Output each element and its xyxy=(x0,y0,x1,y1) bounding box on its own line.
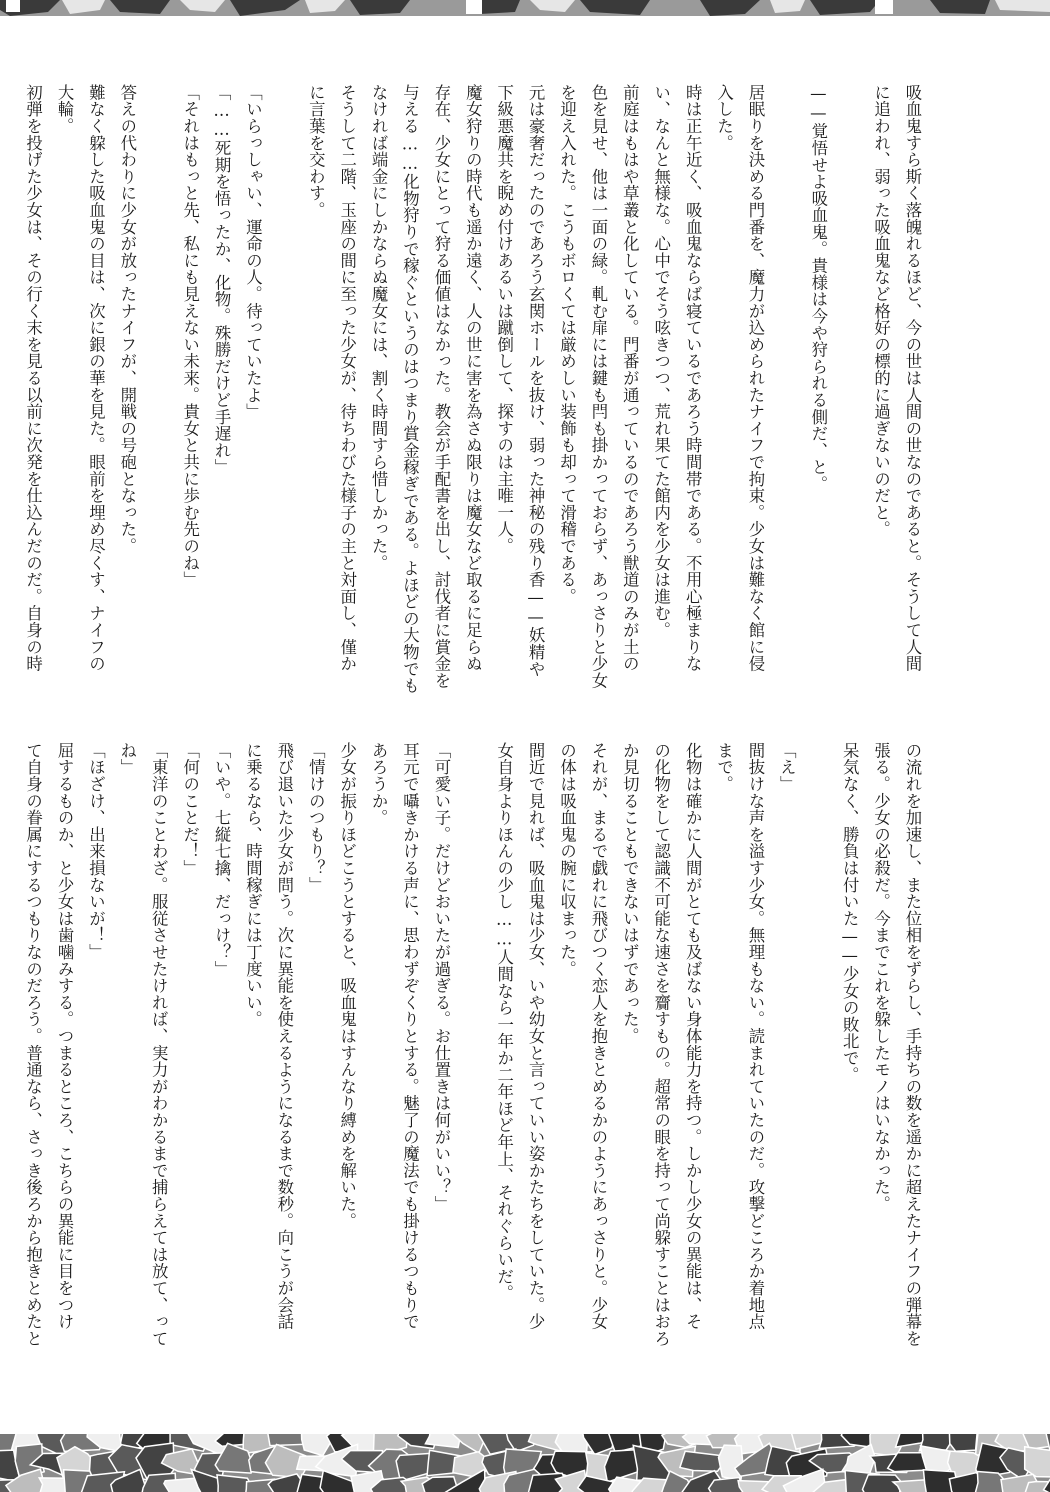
text-line: 飛び退いた少女が問う。次に異能を使えるようになるまで数秒。向こうが会話 xyxy=(274,742,294,1330)
top-mosaic-border xyxy=(0,0,1050,16)
text-line: 与える……化物狩りで稼ぐというのはつまり賞金稼ぎである。よほどの大物でも xyxy=(400,84,420,694)
text-line: ——覚悟せよ吸血鬼。貴様は今や狩られる側だ、と。 xyxy=(808,84,828,493)
text-line: 色を見せ、他は一面の緑。軋む扉には鍵も閂も掛かっておらず、あっさりと少女 xyxy=(588,84,608,689)
text-line: 前庭はもはや草叢と化している。門番が通っているのであろう獣道のみが土の xyxy=(620,84,640,672)
lower-text-block xyxy=(17,742,928,1402)
text-line: 間抜けな声を溢す少女。無理もない。読まれていたのだ。攻撃どころか着地点 xyxy=(745,742,765,1330)
text-line: 屈するものか、と少女は歯噛みする。つまるところ、こちらの異能に目をつけ xyxy=(55,742,75,1330)
text-line: を迎え入れた。こうもボロくては厳めしい装飾も却って滑稽である。 xyxy=(557,84,577,605)
text-line: 「いらっしゃい、運命の人。待っていたよ」 xyxy=(243,84,263,420)
text-line: あろうか。 xyxy=(369,742,389,826)
upper-text-block xyxy=(17,84,928,734)
text-line: 化物は確かに人間がとても及ばない身体能力を持つ。しかし少女の異能は、そ xyxy=(683,742,703,1330)
text-line: 元は豪奢だったのであろう玄関ホールを抜け、弱った神秘の残り香——妖精や xyxy=(526,84,546,678)
text-line: 「いや。七縦七擒、だっけ？」 xyxy=(212,742,232,978)
text-line: まで。 xyxy=(714,742,734,793)
text-line: に追われ、弱った吸血鬼など格好の標的に過ぎないのだと。 xyxy=(871,84,891,538)
text-line xyxy=(457,742,488,1402)
text-line: 入した。 xyxy=(714,84,734,152)
text-line: それが、まるで戯れに飛びつく恋人を抱きとめるかのようにあっさりと。少女 xyxy=(588,742,608,1330)
text-line xyxy=(834,84,865,734)
text-line: 吸血鬼すら斯く落魄れるほど、今の世は人間の世なのであると。そうして人間 xyxy=(903,84,922,672)
text-line: 間近で見れば、吸血鬼は少女、いや幼女と言っていい姿かたちをしていた。少 xyxy=(526,742,546,1330)
text-line: に乗るなら、時間稼ぎには丁度いい。 xyxy=(243,742,263,1028)
text-line: に言葉を交わす。 xyxy=(306,84,326,219)
text-line: 「ほざけ、出来損ないが！」 xyxy=(86,742,106,961)
text-line xyxy=(802,742,833,1402)
text-line: て自身の眷属にするつもりなのだろう。普通なら、さっき後ろから抱きとめたと xyxy=(23,742,43,1347)
text-line: の体は吸血鬼の腕に収まった。 xyxy=(557,742,577,978)
text-line: 「え」 xyxy=(777,742,797,793)
bottom-mosaic-border xyxy=(0,1434,1050,1492)
text-line: 存在、少女にとって狩る価値はなかった。教会が手配書を出し、討伐者に賞金を xyxy=(431,84,451,689)
text-line: そうして二階、玉座の間に至った少女が、待ちわびた様子の主と対面し、僅か xyxy=(337,84,357,672)
text-line: 「それはもっと先、私にも見えない未来。貴女と共に歩む先のね」 xyxy=(180,84,200,588)
text-line: 難なく躱した吸血鬼の目は、次に銀の華を見た。眼前を埋め尽くす、ナイフの xyxy=(86,84,106,672)
text-line: 女自身よりほんの少し……人間なら一年か二年ほど年上、それぐらいだ。 xyxy=(494,742,514,1302)
text-line xyxy=(143,84,174,734)
text-line: の化物をして認識不可能な速さを齎すもの。超常の眼を持って尚躱すことはおろ xyxy=(651,742,671,1347)
text-line: 張る。少女の必殺だ。今までこれを躱したモノはいなかった。 xyxy=(871,742,891,1213)
text-line: の流れを加速し、また位相をずらし、手持ちの数を遥かに超えたナイフの弾幕を xyxy=(903,742,922,1347)
text-line: 「可愛い子。だけどおいたが過ぎる。お仕置きは何がいい？」 xyxy=(431,742,451,1213)
text-line xyxy=(268,84,299,734)
text-line: 少女が振りほどこうとすると、吸血鬼はすんなり縛めを解いた。 xyxy=(337,742,357,1230)
text-line: 「情けのつもり？」 xyxy=(306,742,326,894)
text-line: 居眠りを決める門番を、魔力が込められたナイフで拘束。少女は難なく館に侵 xyxy=(745,84,765,672)
text-line: 下級悪魔共を睨め付けあるいは蹴倒して、探すのは主唯一人。 xyxy=(494,84,514,555)
text-line: 呆気なく、勝負は付いた——少女の敗北で。 xyxy=(840,742,860,1084)
text-line xyxy=(771,84,802,734)
text-line: 魔女狩りの時代も遥か遠く、人の世に害を為さぬ限りは魔女など取るに足らぬ xyxy=(463,84,483,672)
text-line: 答えの代わりに少女が放ったナイフが、開戦の号砲となった。 xyxy=(117,84,137,555)
text-line: 時は正午近く、吸血鬼ならば寝ているであろう時間帯である。不用心極まりな xyxy=(683,84,703,672)
text-line: 「……死期を悟ったか、化物。殊勝だけど手遅れ」 xyxy=(212,84,232,476)
text-line: 初弾を投げた少女は、その行く末を見る以前に次発を仕込んだのだ。自身の時 xyxy=(23,84,43,672)
text-line: 大輪。 xyxy=(55,84,75,135)
text-line: い、なんと無様な。心中でそう呟きつつ、荒れ果てた館内を少女は進む。 xyxy=(651,84,671,639)
text-line: 「何のことだ！」 xyxy=(180,742,200,877)
text-line: か見切ることもできないはずであった。 xyxy=(620,742,640,1045)
text-line: ね」 xyxy=(117,742,137,776)
text-line: なければ端金にしかならぬ魔女には、割く時間すら惜しかった。 xyxy=(369,84,389,572)
text-line: 「東洋のことわざ。服従させたければ、実力がわかるまで捕らえては放て、って xyxy=(149,742,169,1347)
text-line: 耳元で囁きかける声に、思わずぞくりとする。魅了の魔法でも掛けるつもりで xyxy=(400,742,420,1330)
